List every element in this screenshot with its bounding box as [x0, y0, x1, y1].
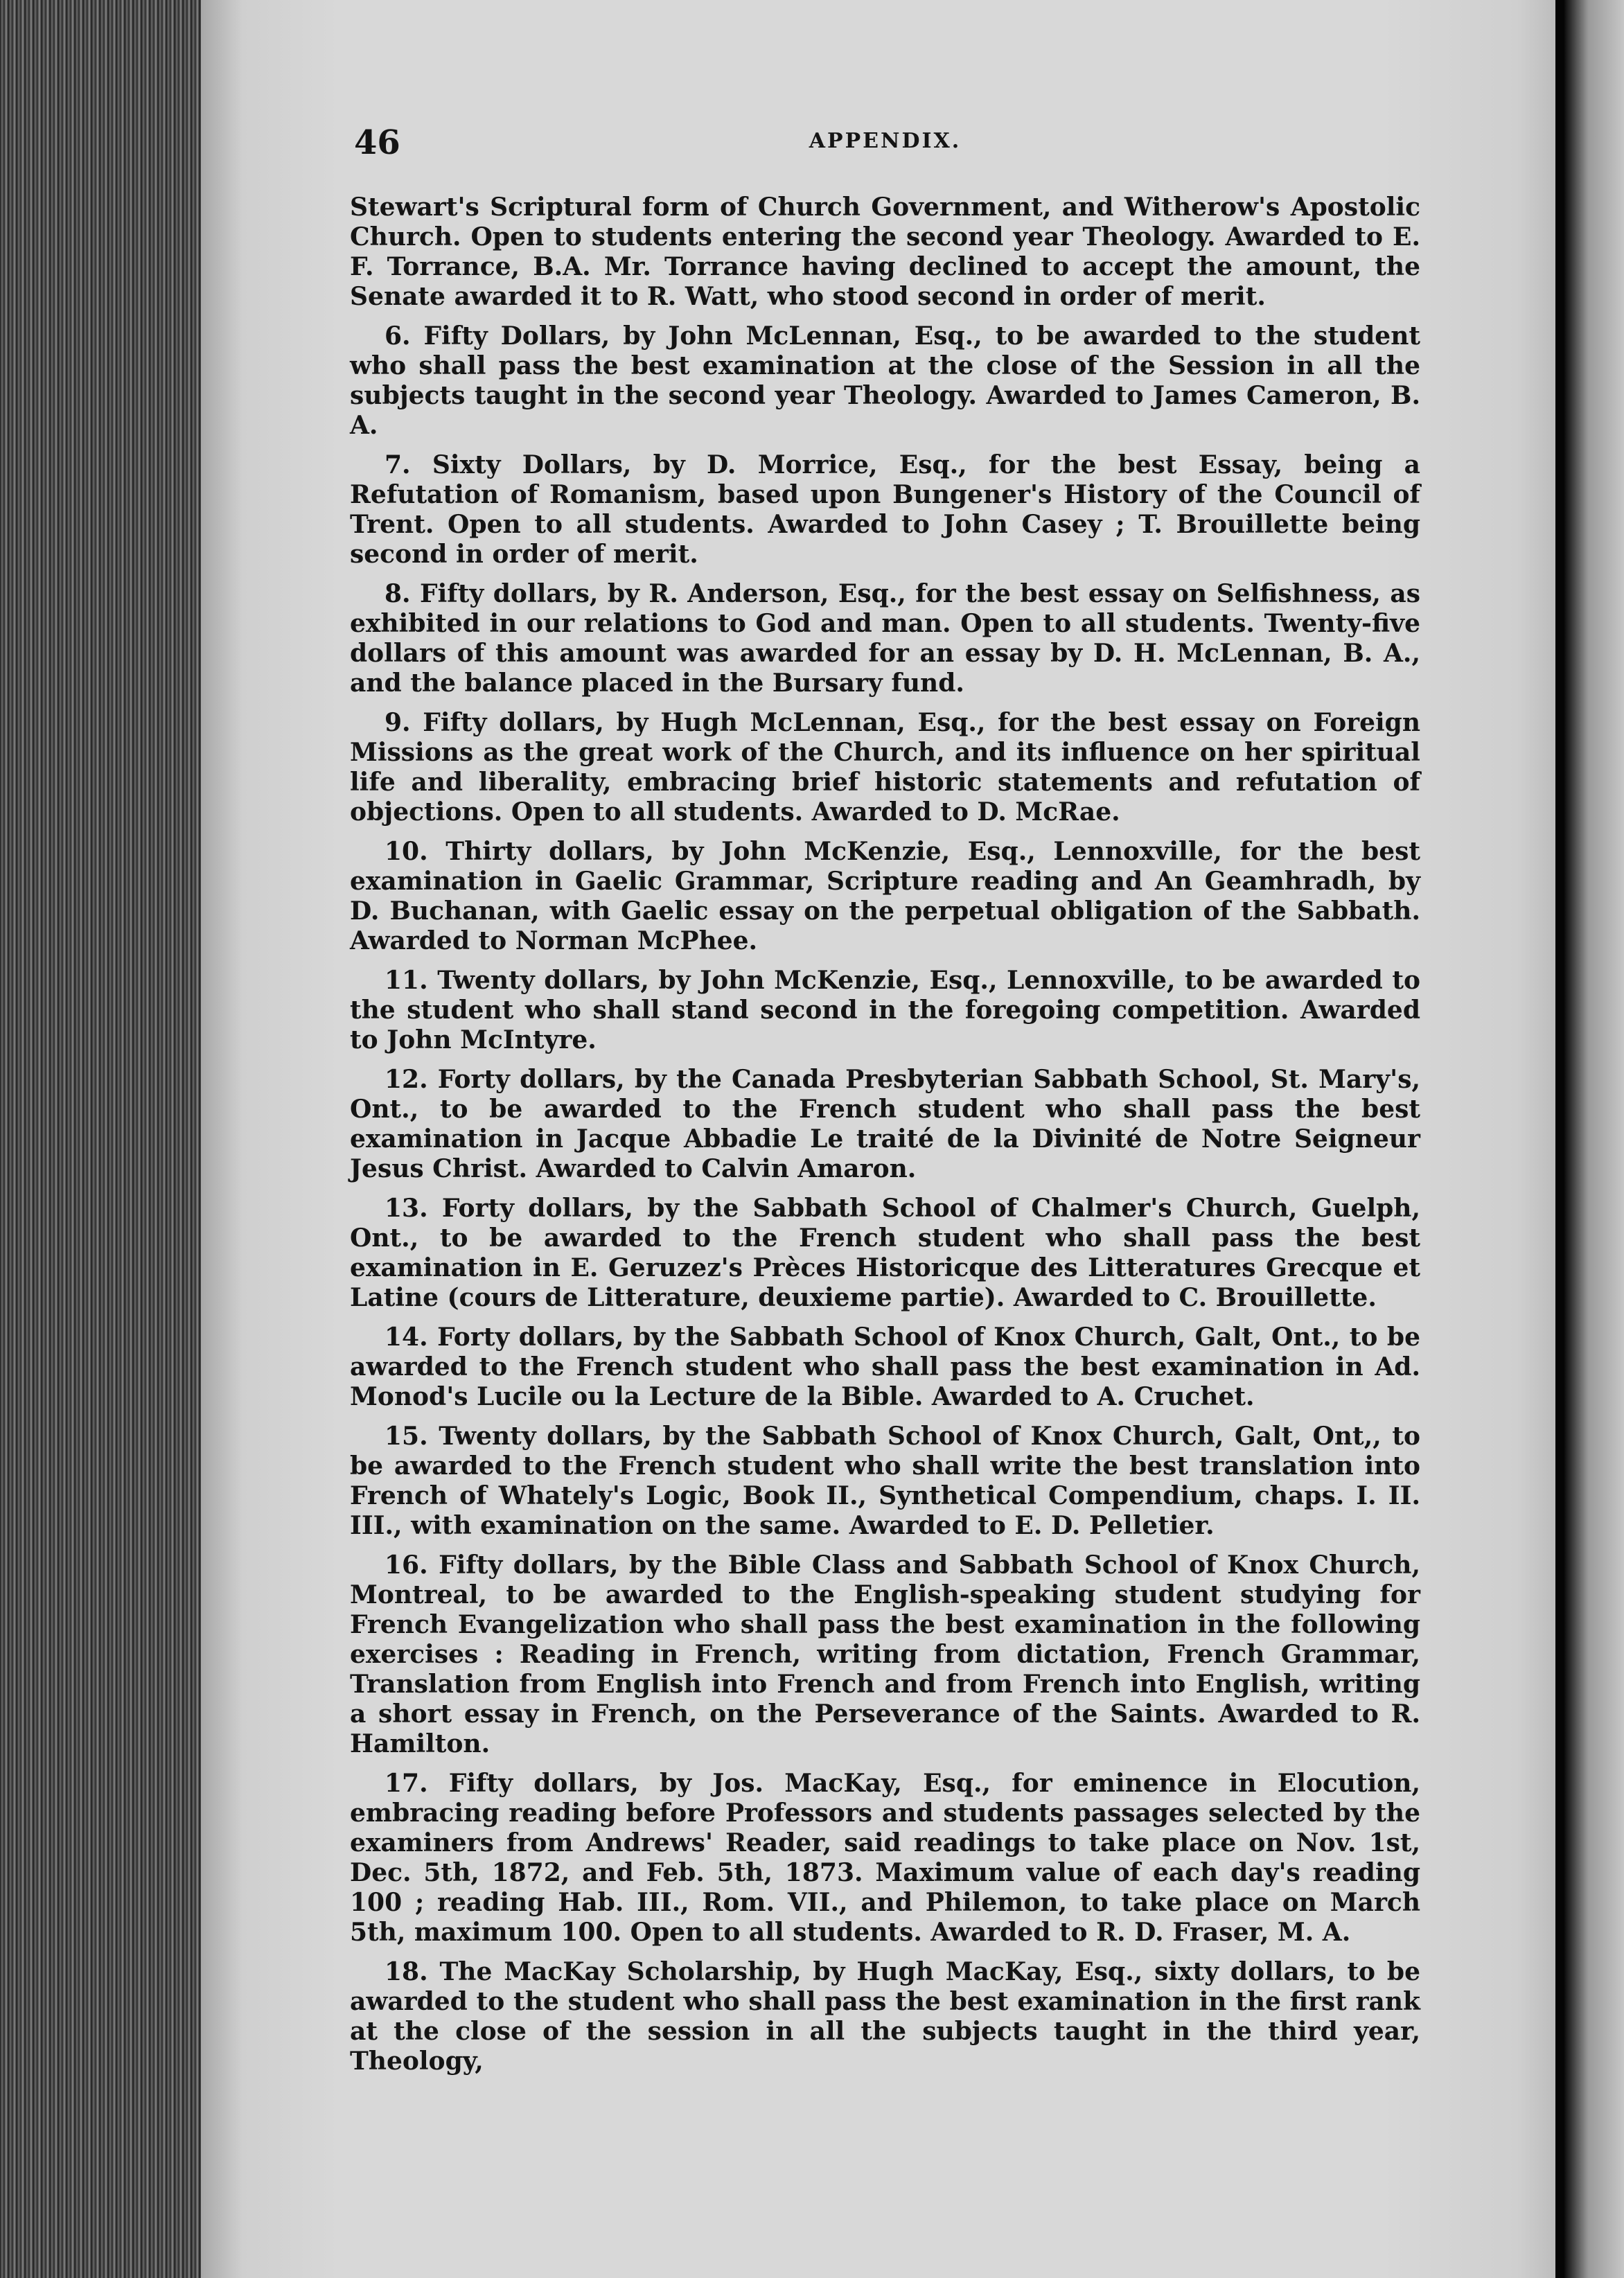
paragraph-item-15: 15. Twenty dollars, by the Sabbath School of Knox Church, Galt, Ont,, to be awarded to the French student who shall write the best translation into French of Whately's Logic, Book II., Synthetical Compendium, chaps. I. II. III., with examination on the same. Awarded to E. D. Pelletier.: [350, 1422, 1420, 1540]
paragraph-item-17: 17. Fifty dollars, by Jos. MacKay, Esq., for eminence in Elocution, embracing reading before Professors and students passages selected by the examiners from Andrews' Reader, said readings to take place on Nov. 1st, Dec. 5th, 1872, and Feb. 5th, 1873. Maximum value of each day's reading 100 ; reading Hab. III., Rom. VII., and Philemon, to take place on March 5th, maximum 100. Open to all students. Awarded to R. D. Fraser, M. A.: [350, 1769, 1420, 1947]
page-content: [350, 123, 1420, 2086]
facing-page-edge: [1564, 0, 1624, 2278]
paragraph-item-16: 16. Fifty dollars, by the Bible Class and Sabbath School of Knox Church, Montreal, to be awarded to the English-speaking student studying for French Evangelization who shall pass the best examination in the following exercises : Reading in French, writing from dictation, French Grammar, Translation from English into French and from French into English, writing a short essay in French, on the Perseverance of the Saints. Awarded to R. Hamilton.: [350, 1551, 1420, 1758]
paragraph-item-6: 6. Fifty Dollars, by John McLennan, Esq., to be awarded to the student who shall pass the best examination at the close of the Session in all the subjects taught in the second year Theology. Awarded to James Cameron, B. A.: [350, 321, 1420, 440]
paragraph-continuation: Stewart's Scriptural form of Church Government, and Witherow's Apostolic Church. Open to students entering the second year Theology. Awarded to E. F. Torrance, B.A. Mr. Torrance having declined to accept the amount, the Senate awarded it to R. Watt, who stood second in order of merit.: [350, 193, 1420, 311]
paragraph-item-8: 8. Fifty dollars, by R. Anderson, Esq., for the best essay on Selfishness, as exhibited in our relations to God and man. Open to all students. Twenty-five dollars of this amount was awarded for an essay by D. H. McLennan, B. A., and the balance placed in the Bursary fund.: [350, 579, 1420, 698]
paragraph-item-14: 14. Forty dollars, by the Sabbath School of Knox Church, Galt, Ont., to be awarded to the French student who shall pass the best examination in Ad. Monod's Lucile ou la Lecture de la Bible. Awarded to A. Cruchet.: [350, 1323, 1420, 1411]
book-page-edges: [0, 0, 208, 2278]
paragraph-item-10: 10. Thirty dollars, by John McKenzie, Esq., Lennoxville, for the best examination in Gaelic Grammar, Scripture reading and An Geamhradh, by D. Buchanan, with Gaelic essay on the perpetual obligation of the Sabbath. Awarded to Norman McPhee.: [350, 837, 1420, 955]
paragraph-item-9: 9. Fifty dollars, by Hugh McLennan, Esq., for the best essay on Foreign Missions as the great work of the Church, and its influence on her spiritual life and liberality, embracing brief historic statements and refutation of objections. Open to all students. Awarded to D. McRae.: [350, 708, 1420, 827]
page-header: [350, 123, 1420, 186]
paragraph-item-11: 11. Twenty dollars, by John McKenzie, Esq., Lennoxville, to be awarded to the student who shall stand second in the foregoing competition. Awarded to John McIntyre.: [350, 966, 1420, 1054]
running-head: APPENDIX.: [809, 129, 962, 153]
page-number: 46: [354, 123, 400, 162]
paragraph-item-13: 13. Forty dollars, by the Sabbath School of Chalmer's Church, Guelph, Ont., to be awarded to the French student who shall pass the best examination in E. Geruzez's Prèces Historicque des Litteratures Grecque et Latine (cours de Litterature, deuxieme partie). Awarded to C. Brouillette.: [350, 1194, 1420, 1312]
paragraph-item-7: 7. Sixty Dollars, by D. Morrice, Esq., for the best Essay, being a Refutation of Romanism, based upon Bungener's History of the Council of Trent. Open to all students. Awarded to John Casey ; T. Brouillette being second in order of merit.: [350, 450, 1420, 569]
paragraph-item-18: 18. The MacKay Scholarship, by Hugh MacKay, Esq., sixty dollars, to be awarded to the student who shall pass the best examination in the first rank at the close of the session in all the subjects taught in the third year, Theology,: [350, 1957, 1420, 2076]
paragraph-item-12: 12. Forty dollars, by the Canada Presbyterian Sabbath School, St. Mary's, Ont., to be awarded to the French student who shall pass the best examination in Jacque Abbadie Le traité de la Divinité de Notre Seigneur Jesus Christ. Awarded to Calvin Amaron.: [350, 1065, 1420, 1183]
